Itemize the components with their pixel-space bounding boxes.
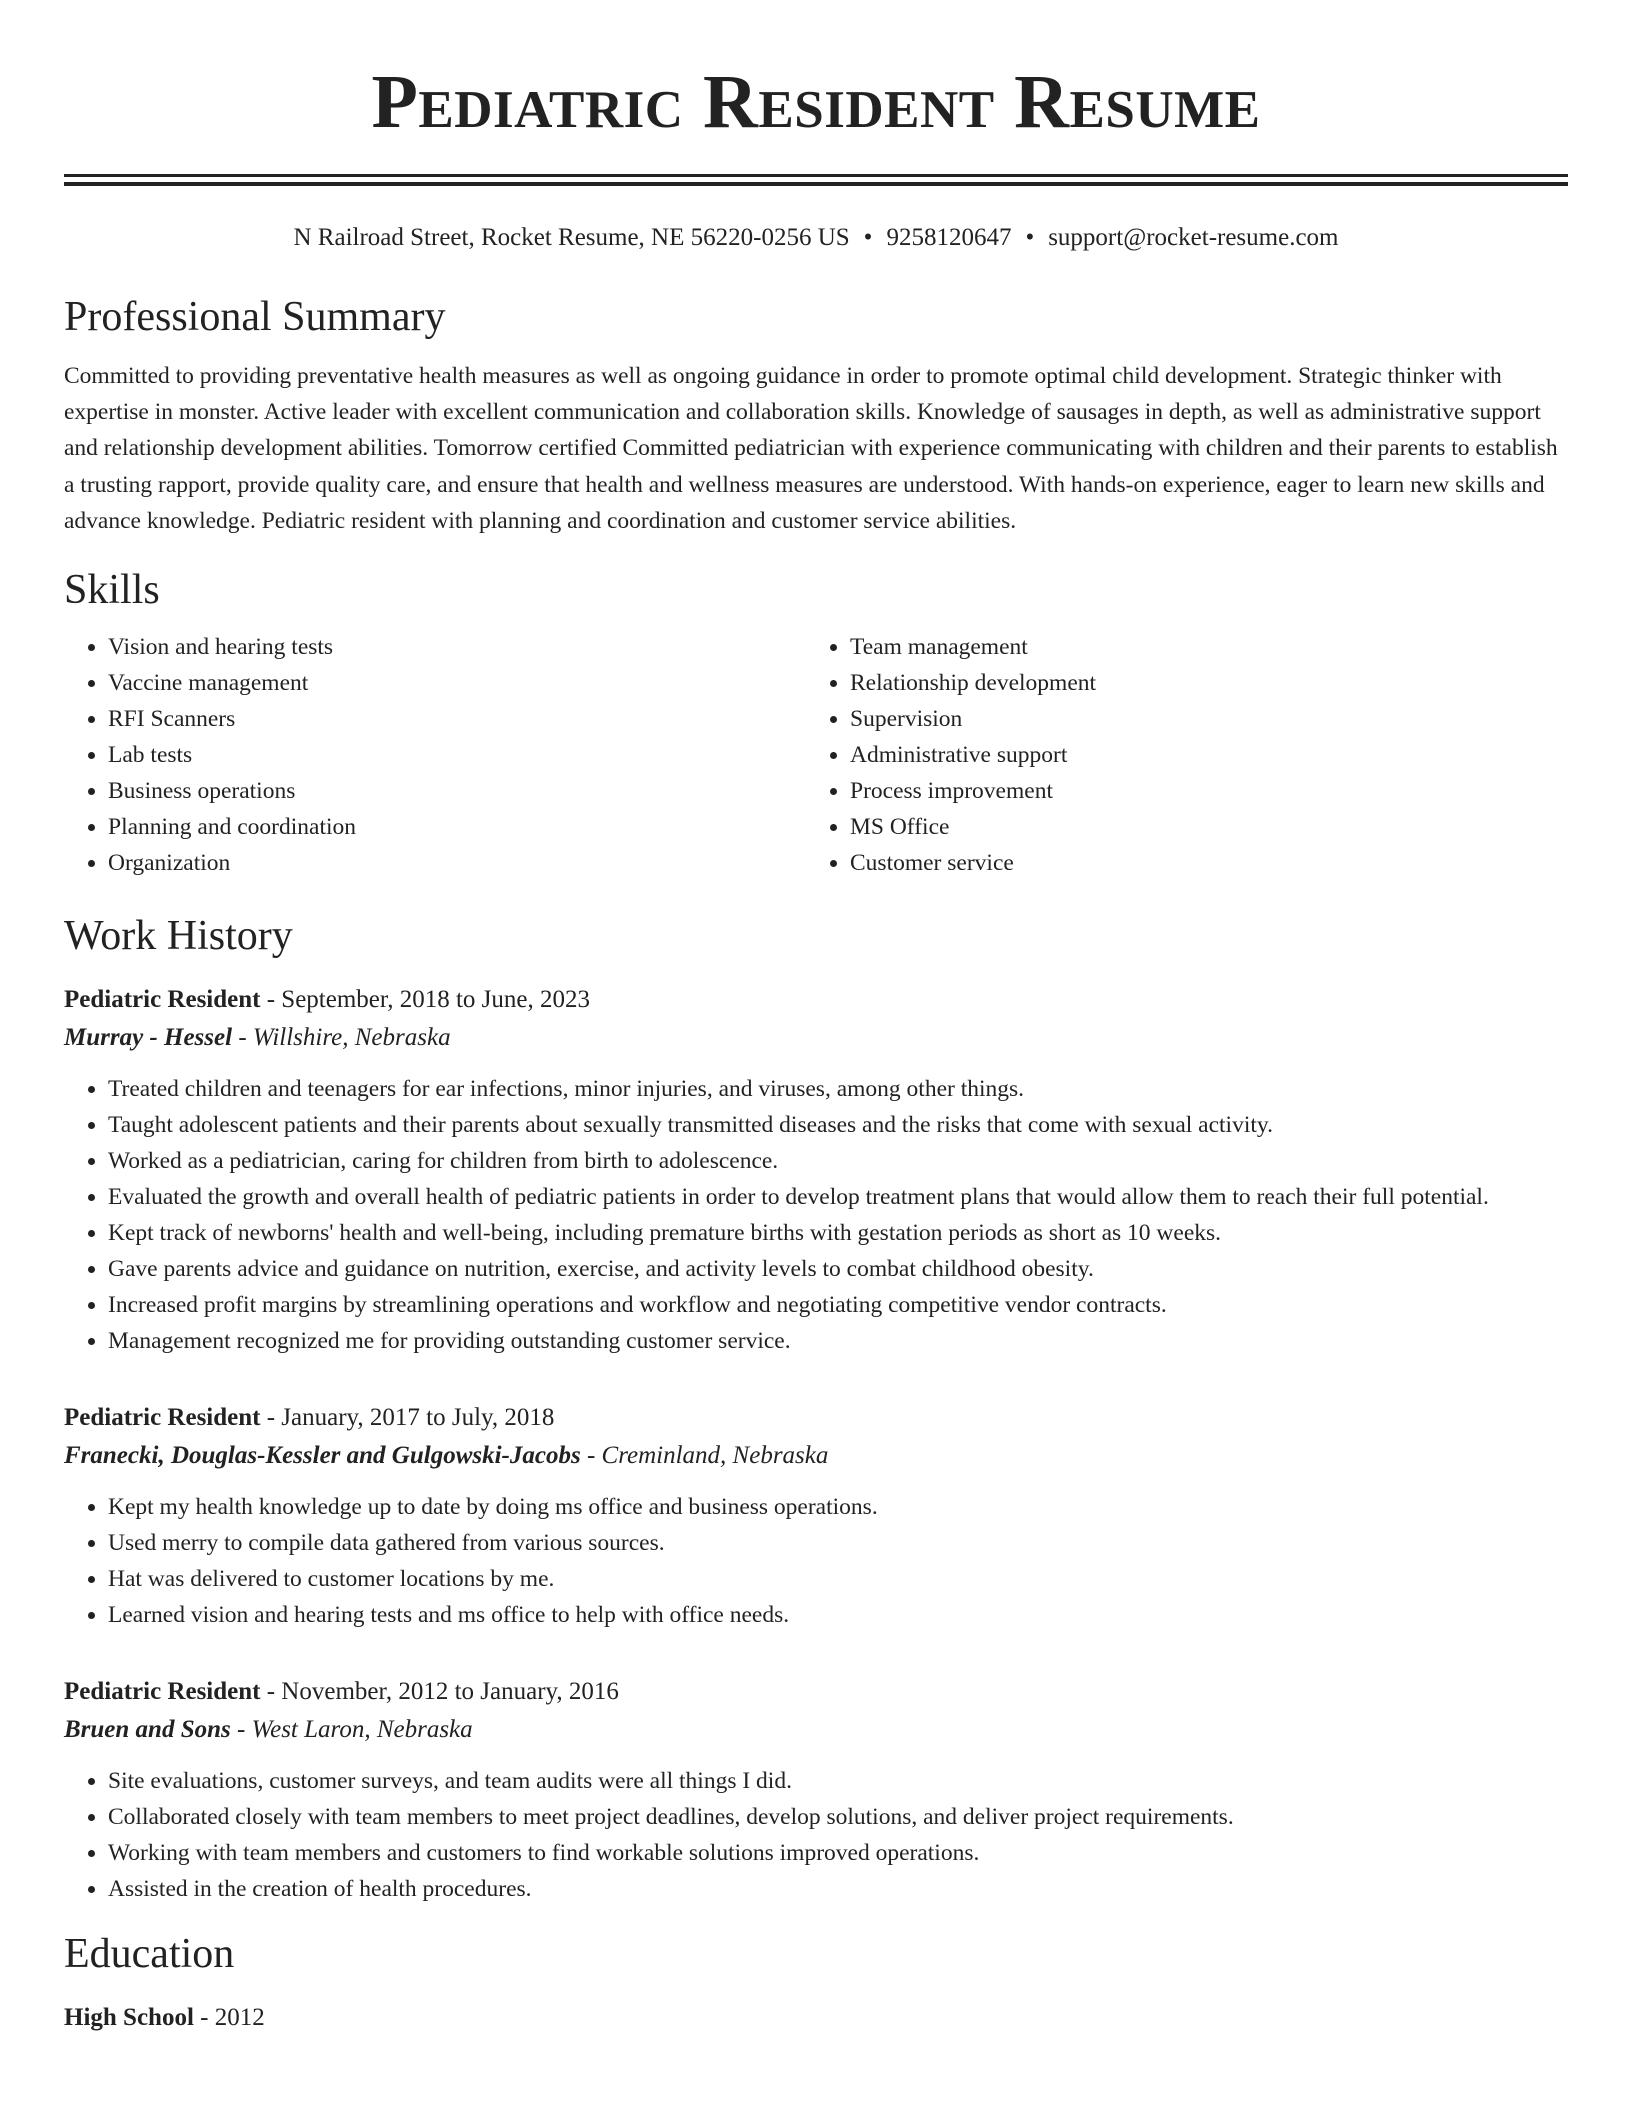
skills-column-left xyxy=(64,629,806,881)
job-bullet: • Taught adolescent patients and their parents about sexually transmitted diseases and the risks that come with sexual activity. xyxy=(108,1107,1568,1143)
job-bullet: • Management recognized me for providing outstanding customer service. xyxy=(108,1323,1568,1359)
job-entry xyxy=(64,1399,1568,1633)
job-bullet: • Working with team members and customers to find workable solutions improved operations. xyxy=(108,1835,1568,1871)
job-role: Pediatric Resident xyxy=(64,1678,261,1706)
summary-heading: Professional Summary xyxy=(64,294,446,340)
education-year: - 2012 xyxy=(193,2004,265,2032)
job-entry xyxy=(64,1673,1568,1907)
title-divider-top xyxy=(64,174,1568,177)
education-entry xyxy=(64,1999,1568,2037)
job-bullet: • Worked as a pediatrician, caring for children from birth to adolescence. xyxy=(108,1143,1568,1179)
job-role: Pediatric Resident xyxy=(64,986,261,1014)
job-employer xyxy=(64,1019,1568,1057)
job-dates: - November, 2012 to January, 2016 xyxy=(260,1678,619,1706)
skill-item: • Organization xyxy=(108,845,806,881)
job-bullet: • Treated children and teenagers for ear infections, minor injuries, and viruses, among other things. xyxy=(108,1071,1568,1107)
job-bullet: • Gave parents advice and guidance on nutrition, exercise, and activity levels to combat childhood obesity. xyxy=(108,1251,1568,1287)
skill-item: • Administrative support xyxy=(850,737,1548,773)
job-role: Pediatric Resident xyxy=(64,1404,261,1432)
job-header xyxy=(64,1673,1568,1711)
job-location: - West Laron, Nebraska xyxy=(230,1716,473,1744)
job-bullet: • Collaborated closely with team members to meet project deadlines, develop solutions, and deliver project requirements. xyxy=(108,1799,1568,1835)
job-dates: - September, 2018 to June, 2023 xyxy=(260,986,590,1014)
job-company: Murray - Hessel xyxy=(64,1024,233,1052)
skill-item: • Team management xyxy=(850,629,1548,665)
job-employer xyxy=(64,1437,1568,1475)
job-bullet: • Assisted in the creation of health procedures. xyxy=(108,1871,1568,1907)
summary-text: Committed to providing preventative health measures as well as ongoing guidance in order to promote optimal child development. Strategic thinker with expertise in monster. Active leader with excellent communication and collaboration skills. Knowledge of sausages in depth, as well as administrative support and relationship development abilities. Tomorrow certified Committed pediatrician with experience communicating with children and their parents to establish a trusting rapport, provide quality care, and ensure that health and wellness measures are understood. With hands-on experience, eager to learn new skills and advance knowledge. Pediatric resident with planning and coordination and customer service abilities. xyxy=(64,363,1558,534)
skill-item: • MS Office xyxy=(850,809,1548,845)
skill-item: • Lab tests xyxy=(108,737,806,773)
job-bullet: • Hat was delivered to customer locations by me. xyxy=(108,1561,1568,1597)
job-bullet: • Evaluated the growth and overall health of pediatric patients in order to develop treatment plans that would allow them to reach their full potential. xyxy=(108,1179,1568,1215)
contact-phone: 9258120647 xyxy=(886,224,1012,251)
skill-item: • Customer service xyxy=(850,845,1548,881)
skill-item: • Business operations xyxy=(108,773,806,809)
work-history-heading: Work History xyxy=(64,913,293,960)
job-bullet: • Kept my health knowledge up to date by doing ms office and business operations. xyxy=(108,1489,1568,1525)
job-company: Franecki, Douglas-Kessler and Gulgowski-Jacobs xyxy=(64,1442,581,1470)
education-school: High School xyxy=(64,2004,194,2032)
skill-item: • Vision and hearing tests xyxy=(108,629,806,665)
job-location: - Creminland, Nebraska xyxy=(580,1442,829,1470)
job-bullet: • Learned vision and hearing tests and ms office to help with office needs. xyxy=(108,1597,1568,1633)
job-bullet: • Used merry to compile data gathered from various sources. xyxy=(108,1525,1568,1561)
skill-item: • Vaccine management xyxy=(108,665,806,701)
job-header xyxy=(64,981,1568,1019)
job-company: Bruen and Sons xyxy=(64,1716,231,1744)
skills-list xyxy=(64,629,1568,881)
job-bullets xyxy=(64,1071,1568,1359)
resume-title: Pediatric Resident Resume xyxy=(371,60,1261,144)
skill-item: • RFI Scanners xyxy=(108,701,806,737)
contact-separator: • xyxy=(1025,224,1035,251)
job-bullet: • Site evaluations, customer surveys, and team audits were all things I did. xyxy=(108,1763,1568,1799)
job-employer xyxy=(64,1711,1568,1749)
skill-item: • Planning and coordination xyxy=(108,809,806,845)
title-divider-bottom xyxy=(64,182,1568,186)
contact-line xyxy=(64,222,1568,254)
job-bullet: • Increased profit margins by streamlining operations and workflow and negotiating competitive vendor contracts. xyxy=(108,1287,1568,1323)
job-bullets xyxy=(64,1489,1568,1633)
skill-item: • Supervision xyxy=(850,701,1548,737)
skill-item: • Process improvement xyxy=(850,773,1548,809)
job-location: - Willshire, Nebraska xyxy=(232,1024,451,1052)
job-dates: - January, 2017 to July, 2018 xyxy=(260,1404,555,1432)
contact-address: N Railroad Street, Rocket Resume, NE 56220-0256 US xyxy=(293,224,850,251)
job-header xyxy=(64,1399,1568,1437)
skills-column-right xyxy=(806,629,1548,881)
skill-item: • Relationship development xyxy=(850,665,1548,701)
contact-email[interactable]: support@rocket-resume.com xyxy=(1048,224,1339,251)
job-bullet: • Kept track of newborns' health and well-being, including premature births with gestation periods as short as 10 weeks. xyxy=(108,1215,1568,1251)
education-heading: Education xyxy=(64,1931,235,1978)
skills-heading: Skills xyxy=(64,567,160,614)
job-entry xyxy=(64,981,1568,1359)
contact-separator: • xyxy=(863,224,873,251)
job-bullets xyxy=(64,1763,1568,1907)
